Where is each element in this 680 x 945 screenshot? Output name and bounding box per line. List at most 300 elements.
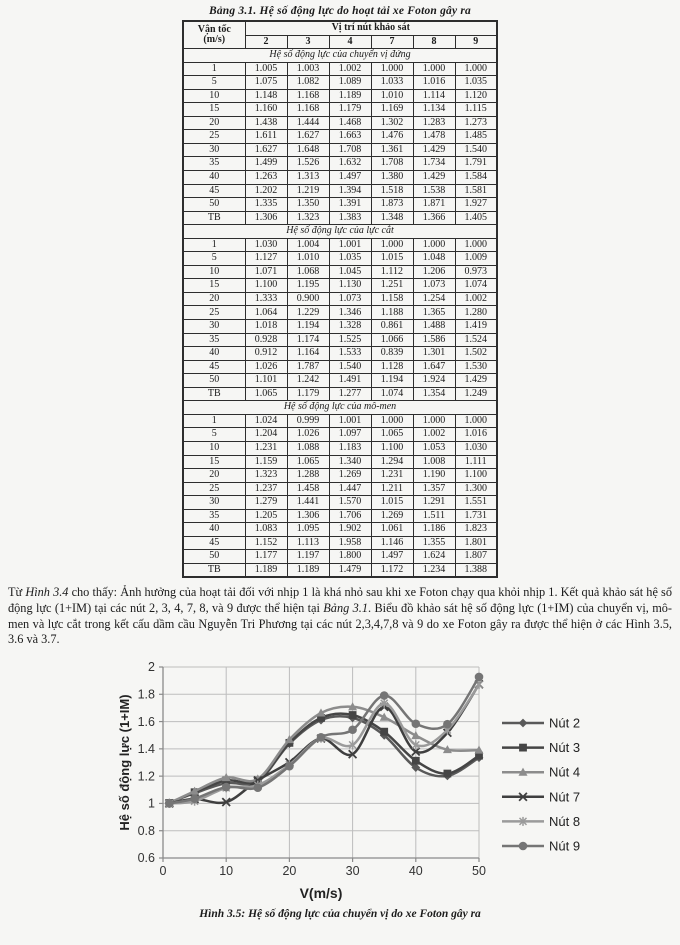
value-cell: 1.097 <box>329 428 371 442</box>
value-cell: 1.002 <box>413 428 455 442</box>
value-cell: 1.518 <box>371 184 413 198</box>
value-cell: 1.234 <box>413 563 455 577</box>
speed-cell: 20 <box>183 469 245 483</box>
value-cell: 1.294 <box>371 455 413 469</box>
value-cell: 1.313 <box>287 171 329 185</box>
table-row <box>183 103 497 117</box>
paragraph-reference: Bảng 3.1 <box>323 601 368 616</box>
value-cell: 1.627 <box>245 143 287 157</box>
legend-item-nút-2 <box>502 715 580 730</box>
value-cell: 1.189 <box>245 563 287 577</box>
value-cell: 1.429 <box>413 171 455 185</box>
value-cell: 1.101 <box>245 374 287 388</box>
speed-cell: 40 <box>183 171 245 185</box>
value-cell: 1.026 <box>287 428 329 442</box>
table-row <box>183 143 497 157</box>
value-cell: 1.348 <box>371 211 413 225</box>
value-cell: 1.008 <box>413 455 455 469</box>
value-cell: 1.053 <box>413 441 455 455</box>
value-cell: 1.586 <box>413 333 455 347</box>
paragraph-reference: Hình 3.4 <box>25 585 69 600</box>
value-cell: 0.999 <box>287 414 329 428</box>
value-cell: 1.731 <box>455 509 497 523</box>
value-cell: 1.801 <box>455 536 497 550</box>
table-row <box>183 184 497 198</box>
x-axis-label: V(m/s) <box>299 884 343 901</box>
table-row <box>183 171 497 185</box>
x-tick-label: 20 <box>282 863 297 878</box>
value-cell: 1.458 <box>287 482 329 496</box>
value-cell: 1.291 <box>413 496 455 510</box>
table-title: Bảng 3.1. Hệ số động lực do hoạt tải xe Foton gây ra <box>208 5 471 17</box>
table-header <box>183 21 497 49</box>
chart-tick-labels <box>138 660 486 878</box>
value-cell: 1.197 <box>287 550 329 564</box>
value-cell: 1.468 <box>329 116 371 130</box>
legend-label: Nút 4 <box>549 764 581 780</box>
value-cell: 1.219 <box>287 184 329 198</box>
value-cell: 1.128 <box>371 360 413 374</box>
value-cell: 1.263 <box>245 171 287 185</box>
value-cell: 1.958 <box>329 536 371 550</box>
speed-cell: TB <box>183 387 245 401</box>
legend-label: Nút 8 <box>549 813 581 829</box>
value-cell: 1.186 <box>413 523 455 537</box>
table-row <box>183 523 497 537</box>
value-cell: 1.581 <box>455 184 497 198</box>
value-cell: 1.018 <box>245 320 287 334</box>
value-cell: 0.900 <box>287 292 329 306</box>
table-row <box>183 360 497 374</box>
value-cell: 1.010 <box>287 252 329 266</box>
value-cell: 1.540 <box>329 360 371 374</box>
section-header-row <box>183 225 497 239</box>
value-cell: 1.301 <box>413 347 455 361</box>
value-cell: 1.100 <box>245 279 287 293</box>
legend-item-nút-4 <box>502 765 580 780</box>
value-cell: 1.429 <box>455 374 497 388</box>
value-cell: 1.045 <box>329 265 371 279</box>
value-cell: 1.283 <box>413 116 455 130</box>
value-cell: 1.002 <box>455 292 497 306</box>
value-cell: 1.100 <box>455 469 497 483</box>
table-row <box>183 482 497 496</box>
value-cell: 1.357 <box>413 482 455 496</box>
value-cell: 1.189 <box>287 563 329 577</box>
value-cell: 1.444 <box>287 116 329 130</box>
value-cell: 1.429 <box>413 143 455 157</box>
value-cell: 1.001 <box>329 414 371 428</box>
value-cell: 1.648 <box>287 143 329 157</box>
table-body <box>183 49 497 578</box>
value-cell: 1.075 <box>245 76 287 90</box>
table-row <box>183 76 497 90</box>
value-cell: 1.249 <box>455 387 497 401</box>
speed-cell: 5 <box>183 252 245 266</box>
value-cell: 1.354 <box>413 387 455 401</box>
value-cell: 1.134 <box>413 103 455 117</box>
y-axis-label: Hệ số động lực (1+IM) <box>117 694 132 831</box>
speed-cell: 20 <box>183 292 245 306</box>
speed-cell: 10 <box>183 265 245 279</box>
value-cell: 1.791 <box>455 157 497 171</box>
value-cell: 1.526 <box>287 157 329 171</box>
value-cell: 1.065 <box>287 455 329 469</box>
value-cell: 1.333 <box>245 292 287 306</box>
table-row <box>183 469 497 483</box>
value-cell: 1.114 <box>413 89 455 103</box>
table-row <box>183 550 497 564</box>
value-cell: 1.035 <box>455 76 497 90</box>
value-cell: 1.624 <box>413 550 455 564</box>
value-cell: 1.130 <box>329 279 371 293</box>
value-cell: 1.112 <box>371 265 413 279</box>
x-tick-label: 30 <box>345 863 360 878</box>
value-cell: 1.502 <box>455 347 497 361</box>
speed-cell: TB <box>183 211 245 225</box>
value-cell: 1.030 <box>455 441 497 455</box>
value-cell: 1.787 <box>287 360 329 374</box>
value-cell: 1.111 <box>455 455 497 469</box>
value-cell: 1.113 <box>287 536 329 550</box>
value-cell: 1.361 <box>371 143 413 157</box>
value-cell: 1.065 <box>371 428 413 442</box>
value-cell: 1.306 <box>287 509 329 523</box>
table-row <box>183 374 497 388</box>
value-cell: 0.973 <box>455 265 497 279</box>
speed-cell: 25 <box>183 482 245 496</box>
value-cell: 1.035 <box>329 252 371 266</box>
speed-cell: 1 <box>183 62 245 76</box>
value-cell: 1.807 <box>455 550 497 564</box>
section-header-row <box>183 401 497 415</box>
value-cell: 0.839 <box>371 347 413 361</box>
value-cell: 1.551 <box>455 496 497 510</box>
value-cell: 1.350 <box>287 198 329 212</box>
value-cell: 1.231 <box>371 469 413 483</box>
value-cell: 1.095 <box>287 523 329 537</box>
value-cell: 1.168 <box>287 89 329 103</box>
value-cell: 1.202 <box>245 184 287 198</box>
node-column-header-9: 9 <box>455 35 497 49</box>
speed-cell: 45 <box>183 184 245 198</box>
value-cell: 1.380 <box>371 171 413 185</box>
value-cell: 1.033 <box>371 76 413 90</box>
paragraph-text: Từ <box>8 585 26 600</box>
value-cell: 1.074 <box>371 387 413 401</box>
value-cell: 1.146 <box>371 536 413 550</box>
value-cell: 1.800 <box>329 550 371 564</box>
table-row <box>183 211 497 225</box>
table-row <box>183 496 497 510</box>
value-cell: 1.511 <box>413 509 455 523</box>
value-cell: 1.030 <box>245 238 287 252</box>
value-cell: 1.476 <box>371 130 413 144</box>
value-cell: 1.148 <box>245 89 287 103</box>
value-cell: 1.485 <box>455 130 497 144</box>
value-cell: 1.663 <box>329 130 371 144</box>
value-cell: 1.120 <box>455 89 497 103</box>
node-group-header: Vị trí nút khảo sát <box>245 21 497 35</box>
value-cell: 1.073 <box>329 292 371 306</box>
value-cell: 1.231 <box>245 441 287 455</box>
value-cell: 1.158 <box>371 292 413 306</box>
speed-column-header <box>183 21 245 49</box>
value-cell: 1.004 <box>287 238 329 252</box>
value-cell: 1.082 <box>287 76 329 90</box>
table-row <box>183 441 497 455</box>
x-tick-label: 10 <box>219 863 234 878</box>
section-title: Hệ số động lực của mô-men <box>183 401 497 415</box>
legend-item-nút-8 <box>502 814 580 829</box>
value-cell: 1.229 <box>287 306 329 320</box>
value-cell: 1.540 <box>455 143 497 157</box>
value-cell: 1.172 <box>371 563 413 577</box>
value-cell: 1.088 <box>287 441 329 455</box>
value-cell: 1.237 <box>245 482 287 496</box>
value-cell: 1.000 <box>371 414 413 428</box>
y-tick-label: 1.4 <box>137 741 155 756</box>
table-header-row-1 <box>183 21 497 35</box>
y-tick-label: 1.8 <box>137 687 155 702</box>
value-cell: 1.174 <box>287 333 329 347</box>
value-cell: 1.383 <box>329 211 371 225</box>
node-column-header-3: 3 <box>287 35 329 49</box>
figure-caption: Hình 3.5: Hệ số động lực của chuyển vị do xe Foton gây ra <box>199 907 481 920</box>
value-cell: 1.611 <box>245 130 287 144</box>
value-cell: 1.584 <box>455 171 497 185</box>
value-cell: 1.100 <box>371 441 413 455</box>
value-cell: 1.488 <box>413 320 455 334</box>
speed-cell: 5 <box>183 428 245 442</box>
value-cell: 1.632 <box>329 157 371 171</box>
value-cell: 1.177 <box>245 550 287 564</box>
value-cell: 1.009 <box>455 252 497 266</box>
table-row <box>183 265 497 279</box>
table-row <box>183 157 497 171</box>
speed-header-line1: Vận tốc <box>197 23 231 35</box>
value-cell: 1.355 <box>413 536 455 550</box>
speed-cell: 10 <box>183 441 245 455</box>
value-cell: 1.365 <box>413 306 455 320</box>
section-header-row <box>183 49 497 63</box>
value-cell: 1.000 <box>455 238 497 252</box>
value-cell: 1.115 <box>455 103 497 117</box>
speed-cell: 15 <box>183 455 245 469</box>
legend-label: Nút 7 <box>549 789 581 805</box>
speed-cell: 5 <box>183 76 245 90</box>
value-cell: 1.194 <box>371 374 413 388</box>
value-cell: 1.206 <box>413 265 455 279</box>
value-cell: 1.447 <box>329 482 371 496</box>
legend-label: Nút 9 <box>549 838 581 854</box>
speed-cell: 1 <box>183 238 245 252</box>
value-cell: 1.000 <box>455 414 497 428</box>
value-cell: 1.823 <box>455 523 497 537</box>
y-tick-label: 1.2 <box>137 769 155 784</box>
value-cell: 1.016 <box>455 428 497 442</box>
legend-item-nút-9 <box>502 838 580 853</box>
value-cell: 1.188 <box>371 306 413 320</box>
speed-cell: 15 <box>183 103 245 117</box>
value-cell: 1.016 <box>413 76 455 90</box>
speed-cell: 25 <box>183 306 245 320</box>
chart-gridlines <box>163 667 479 858</box>
value-cell: 1.340 <box>329 455 371 469</box>
value-cell: 1.015 <box>371 496 413 510</box>
value-cell: 1.160 <box>245 103 287 117</box>
value-cell: 1.708 <box>371 157 413 171</box>
x-tick-label: 40 <box>408 863 423 878</box>
y-tick-label: 1.6 <box>137 714 155 729</box>
value-cell: 1.533 <box>329 347 371 361</box>
speed-cell: 35 <box>183 333 245 347</box>
value-cell: 0.912 <box>245 347 287 361</box>
legend-item-nút-7 <box>502 789 580 804</box>
value-cell: 1.074 <box>455 279 497 293</box>
legend-item-nút-3 <box>502 740 580 755</box>
value-cell: 1.478 <box>413 130 455 144</box>
value-cell: 1.302 <box>371 116 413 130</box>
value-cell: 1.048 <box>413 252 455 266</box>
value-cell: 1.280 <box>455 306 497 320</box>
table-row <box>183 130 497 144</box>
table-row <box>183 279 497 293</box>
value-cell: 1.394 <box>329 184 371 198</box>
body-paragraph <box>8 585 672 647</box>
x-tick-label: 50 <box>472 863 486 878</box>
value-cell: 1.068 <box>287 265 329 279</box>
value-cell: 1.346 <box>329 306 371 320</box>
value-cell: 1.164 <box>287 347 329 361</box>
value-cell: 1.438 <box>245 116 287 130</box>
table-row <box>183 306 497 320</box>
speed-cell: TB <box>183 563 245 577</box>
value-cell: 1.279 <box>245 496 287 510</box>
table-row <box>183 455 497 469</box>
value-cell: 0.861 <box>371 320 413 334</box>
value-cell: 1.366 <box>413 211 455 225</box>
value-cell: 0.928 <box>245 333 287 347</box>
value-cell: 1.254 <box>413 292 455 306</box>
speed-cell: 30 <box>183 320 245 334</box>
section-title: Hệ số động lực của chuyển vị đứng <box>183 49 497 63</box>
node-column-header-2: 2 <box>245 35 287 49</box>
speed-cell: 30 <box>183 143 245 157</box>
value-cell: 1.924 <box>413 374 455 388</box>
value-cell: 1.524 <box>455 333 497 347</box>
legend-label: Nút 2 <box>549 715 581 731</box>
value-cell: 1.269 <box>329 469 371 483</box>
value-cell: 1.010 <box>371 89 413 103</box>
value-cell: 1.538 <box>413 184 455 198</box>
speed-cell: 45 <box>183 360 245 374</box>
value-cell: 1.734 <box>413 157 455 171</box>
value-cell: 1.288 <box>287 469 329 483</box>
value-cell: 1.242 <box>287 374 329 388</box>
speed-cell: 10 <box>183 89 245 103</box>
value-cell: 1.251 <box>371 279 413 293</box>
table-row <box>183 116 497 130</box>
speed-cell: 20 <box>183 116 245 130</box>
paragraph-text: cho thấy: Ảnh hưởng của hoạt tải đối với nhịp 1 là khá nhỏ sau khi xe Foton chạy qua khỏi nhịp 1. Kết quả khảo sát hệ số động lực (1+IM) tại các nút 2, 3, 4, 7, 8, và 9 được thể hiện tại <box>8 585 672 616</box>
paragraph-text: . Biểu đồ khảo sát hệ số động lực (1+IM) của chuyển vị, mô-men và lực cắt trong kết cấu dầm cầu Nguyễn Tri Phương tại các nút 2,3,4,7,8 và 9 do xe Foton gây ra được thể hiện ở các Hình 3.5, 3.6 và 3.7. <box>8 601 673 647</box>
value-cell: 1.479 <box>329 563 371 577</box>
chart-legend <box>502 715 580 853</box>
y-tick-label: 0.8 <box>137 823 155 838</box>
value-cell: 1.323 <box>287 211 329 225</box>
value-cell: 1.190 <box>413 469 455 483</box>
speed-cell: 45 <box>183 536 245 550</box>
speed-cell: 35 <box>183 509 245 523</box>
y-tick-label: 0.6 <box>137 851 155 866</box>
value-cell: 1.015 <box>371 252 413 266</box>
value-cell: 1.328 <box>329 320 371 334</box>
value-cell: 1.927 <box>455 198 497 212</box>
table-row <box>183 536 497 550</box>
value-cell: 1.026 <box>245 360 287 374</box>
value-cell: 1.000 <box>455 62 497 76</box>
value-cell: 1.000 <box>413 62 455 76</box>
value-cell: 1.064 <box>245 306 287 320</box>
value-cell: 1.300 <box>455 482 497 496</box>
table-row <box>183 387 497 401</box>
value-cell: 1.647 <box>413 360 455 374</box>
value-cell: 1.003 <box>287 62 329 76</box>
value-cell: 1.204 <box>245 428 287 442</box>
x-tick-label: 0 <box>159 863 167 878</box>
value-cell: 1.169 <box>371 103 413 117</box>
table-row <box>183 62 497 76</box>
value-cell: 1.570 <box>329 496 371 510</box>
value-cell: 1.000 <box>371 62 413 76</box>
speed-cell: 40 <box>183 347 245 361</box>
value-cell: 1.024 <box>245 414 287 428</box>
table-row <box>183 198 497 212</box>
value-cell: 1.179 <box>287 387 329 401</box>
value-cell: 1.708 <box>329 143 371 157</box>
figure-3-5 <box>116 653 620 905</box>
value-cell: 1.269 <box>371 509 413 523</box>
value-cell: 1.168 <box>287 103 329 117</box>
value-cell: 1.323 <box>245 469 287 483</box>
table-row <box>183 320 497 334</box>
table-row <box>183 347 497 361</box>
value-cell: 1.388 <box>455 563 497 577</box>
value-cell: 1.627 <box>287 130 329 144</box>
value-cell: 1.335 <box>245 198 287 212</box>
value-cell: 1.071 <box>245 265 287 279</box>
speed-cell: 30 <box>183 496 245 510</box>
value-cell: 1.159 <box>245 455 287 469</box>
value-cell: 1.066 <box>371 333 413 347</box>
dynamic-coefficient-table <box>182 20 498 578</box>
value-cell: 1.873 <box>371 198 413 212</box>
table-row <box>183 509 497 523</box>
value-cell: 1.073 <box>413 279 455 293</box>
node-column-header-4: 4 <box>329 35 371 49</box>
value-cell: 1.391 <box>329 198 371 212</box>
value-cell: 1.419 <box>455 320 497 334</box>
value-cell: 1.000 <box>371 238 413 252</box>
table-row <box>183 563 497 577</box>
speed-header-line2: (m/s) <box>203 34 226 46</box>
table-row <box>183 238 497 252</box>
value-cell: 1.065 <box>245 387 287 401</box>
value-cell: 1.306 <box>245 211 287 225</box>
table-row <box>183 333 497 347</box>
speed-cell: 50 <box>183 198 245 212</box>
